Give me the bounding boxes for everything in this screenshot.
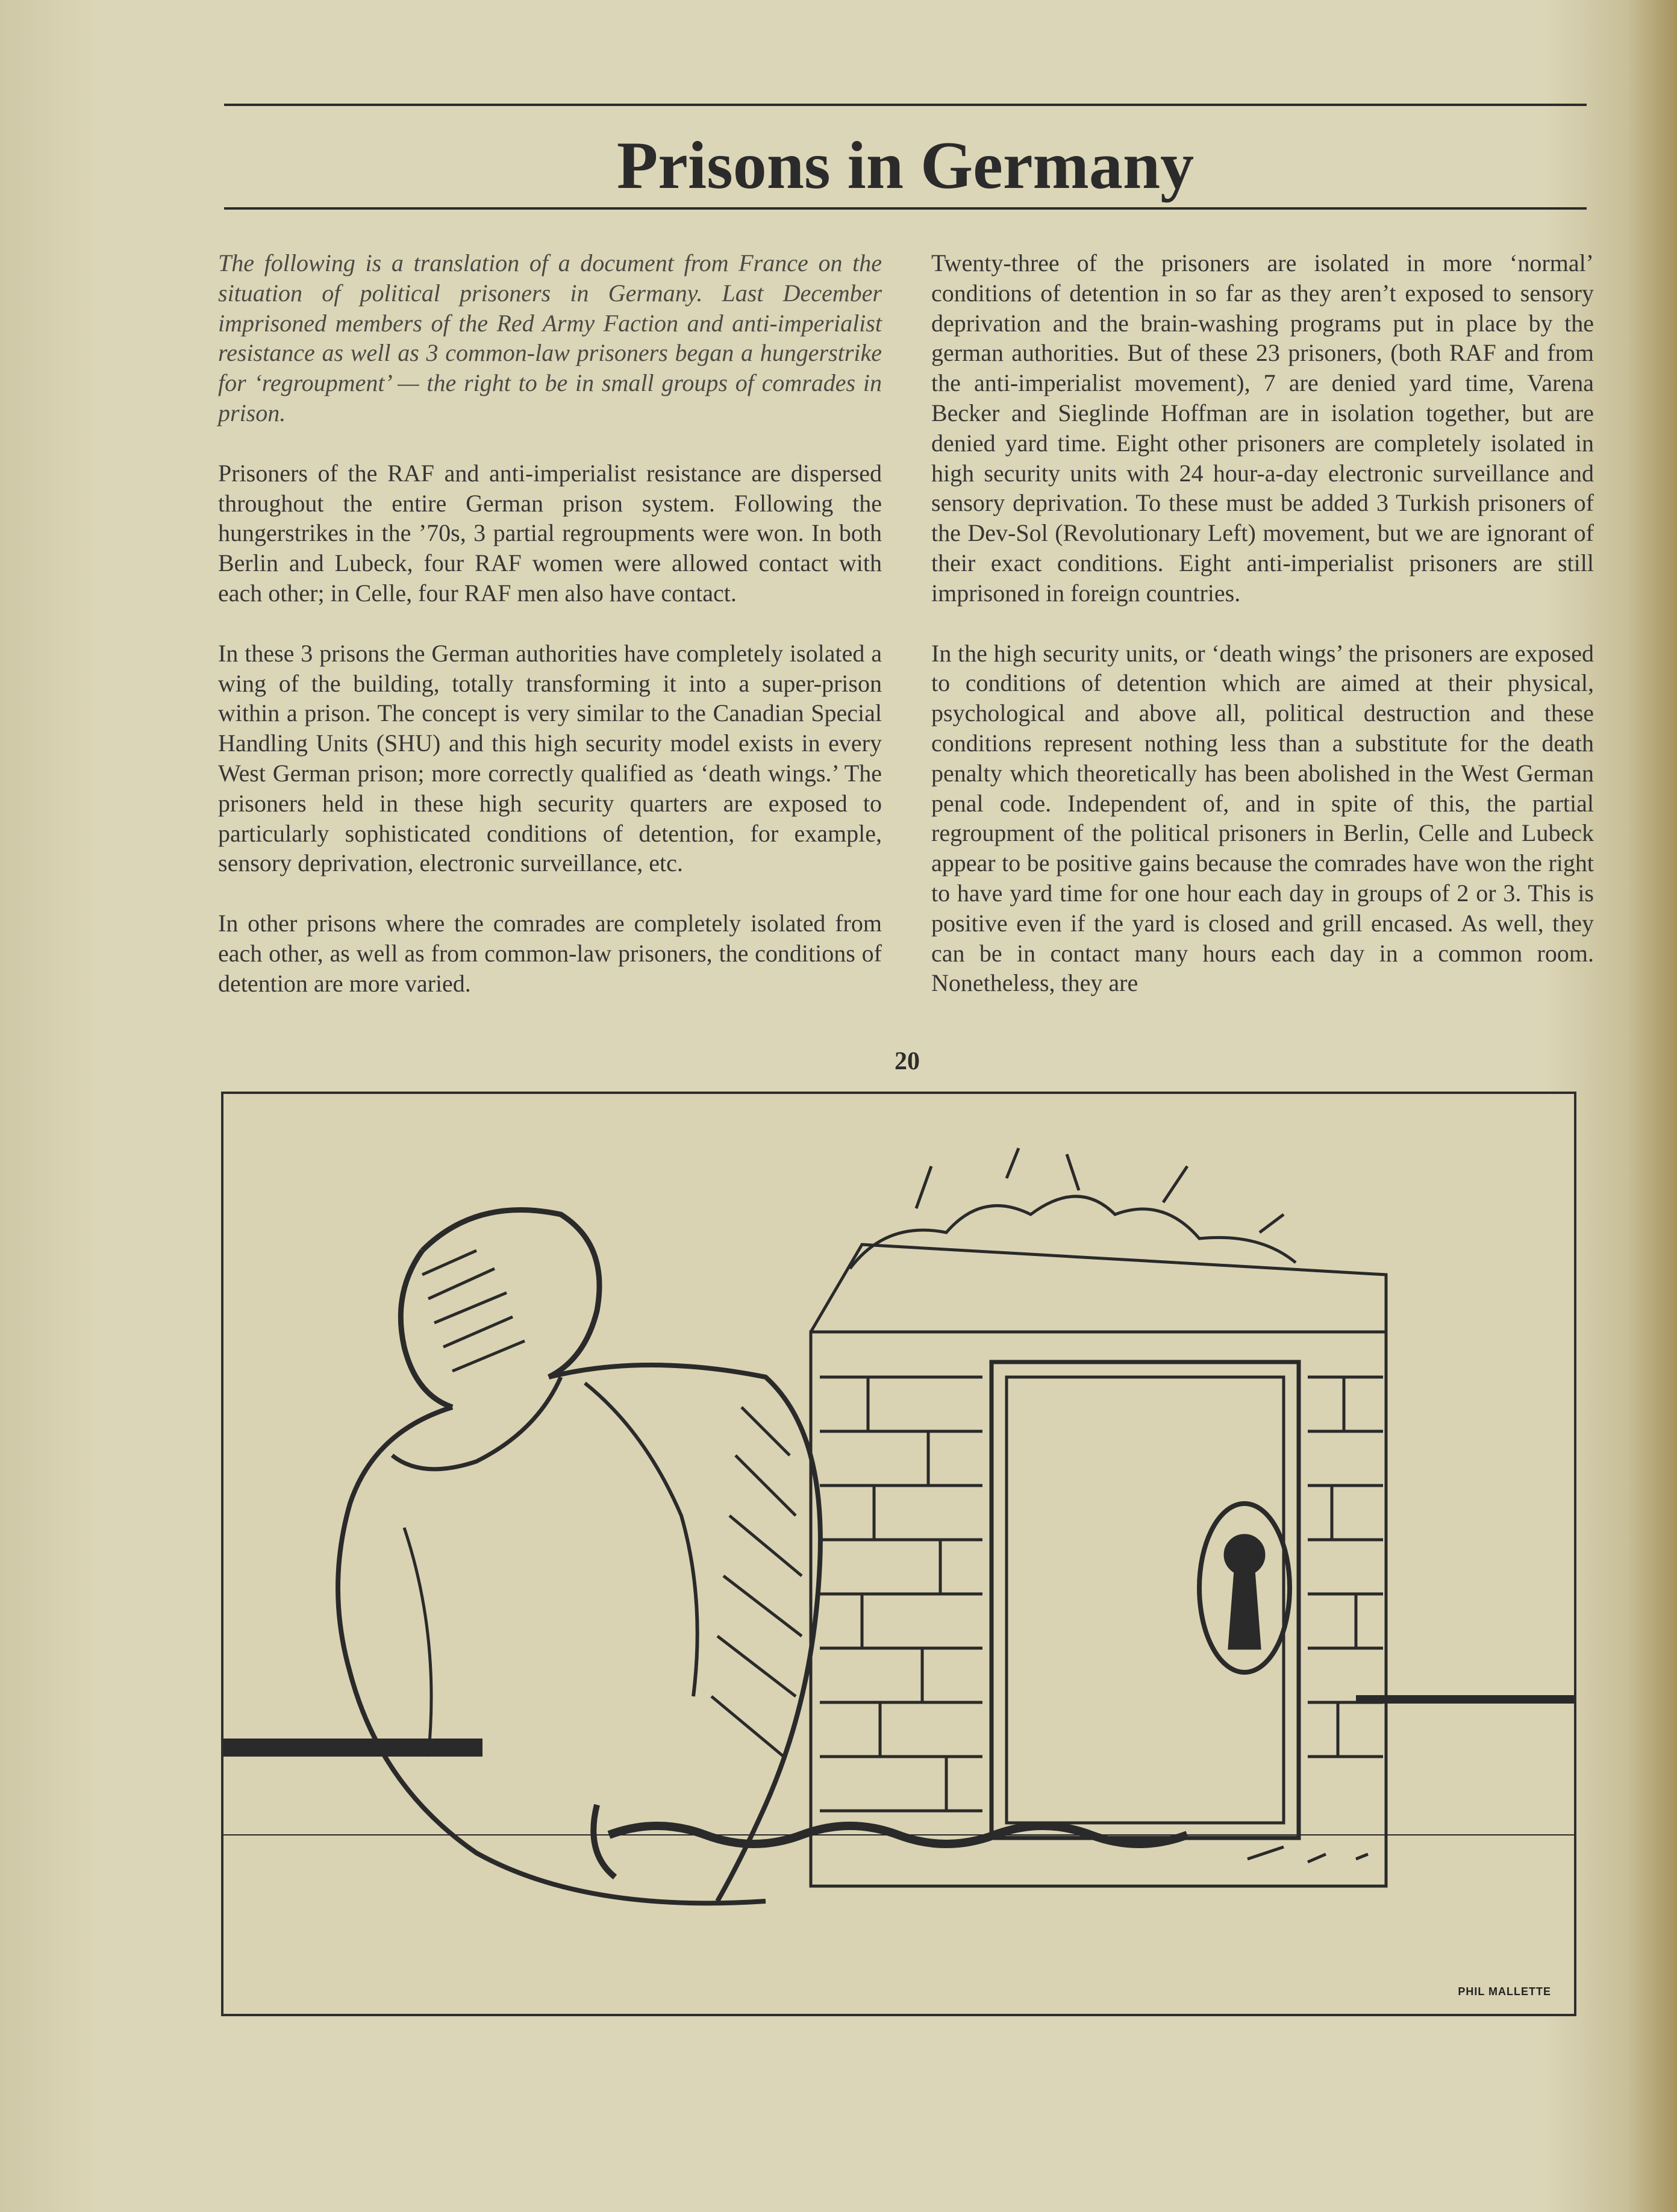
body-paragraph: In other prisons where the comrades are completely isolated from each other, as well as from common-law prisoners, the conditions of detention are more varied.: [218, 910, 882, 997]
title-top-rule: [224, 104, 1587, 106]
body-paragraph: In the high security units, or ‘death wings’ the prisoners are exposed to conditions of detention which are aimed at their physical, psychological and above all, political destruction and these conditions represent nothing less than a substitute for the death penalty which theoretically has been abolished in the West German penal code. Independent of, and in spite of this, the partial regroupment of the political prisoners in Berlin, Celle and Lubeck appear to be positive gains because the comrades have won the right to have yard time for one hour each day in groups of 2 or 3. This is positive even if the yard is closed and grill encased. As well, they can be in contact many hours each day in a common room. Nonetheless, they are: [931, 639, 1594, 997]
prisoner-leaning-on-locked-cell-icon: [223, 1094, 1574, 2014]
left-column: [218, 248, 882, 999]
right-column: [931, 248, 1594, 998]
title-bottom-rule: [224, 207, 1587, 210]
body-paragraph: Twenty-three of the prisoners are isolated in more ‘normal’ conditions of detention in so far as they aren’t exposed to sensory deprivation and the brain-washing programs put in place by the german authorities. But of these 23 prisoners, (both RAF and from the anti-imperialist movement), 7 are denied yard time, Varena Becker and Sieglinde Hoffman are in isolation together, but are denied yard time. Eight other prisoners are completely isolated in high security units with 24 hour-a-day electronic surveillance and sensory deprivation. To these must be added 3 Turkish prisoners of the Dev-Sol (Revolutionary Left) movement, but we are ignorant of their exact conditions. Eight anti-imperialist prisoners are still imprisoned in foreign countries.: [931, 249, 1594, 607]
page-title: Prisons in Germany: [616, 128, 1195, 203]
prisoner-cell-illustration: [221, 1092, 1576, 2016]
body-paragraph: In these 3 prisons the German authorities have completely isolated a wing of the building, totally transforming it into a super-prison within a prison. The concept is very similar to the Canadian Special Handling Units (SHU) and this high security model exists in every West German prison; more correctly qualified as ‘death wings.’ The prisoners held in these high security quarters are exposed to particularly sophisticated conditions of detention, for example, sensory deprivation, electronic surveillance, etc.: [218, 639, 882, 877]
intro-paragraph: The following is a translation of a document from France on the situation of political prisoners in Germany. Last December imprisoned members of the Red Army Faction and anti-imperialist resistance as well as 3 common-law prisoners began a hungerstrike for ‘regroupment’ — the right to be in small groups of comrades in prison.: [218, 249, 882, 426]
body-paragraph: Prisoners of the RAF and anti-imperialist resistance are dispersed throughout the entire German prison system. Following the hungerstrikes in the ’70s, 3 partial regroupments were won. In both Berlin and Lubeck, four RAF women were allowed contact with each other; in Celle, four RAF men also have contact.: [218, 459, 882, 607]
artist-credit: PHIL MALLETTE: [1458, 1985, 1551, 1998]
page-number: 20: [895, 1048, 920, 1075]
